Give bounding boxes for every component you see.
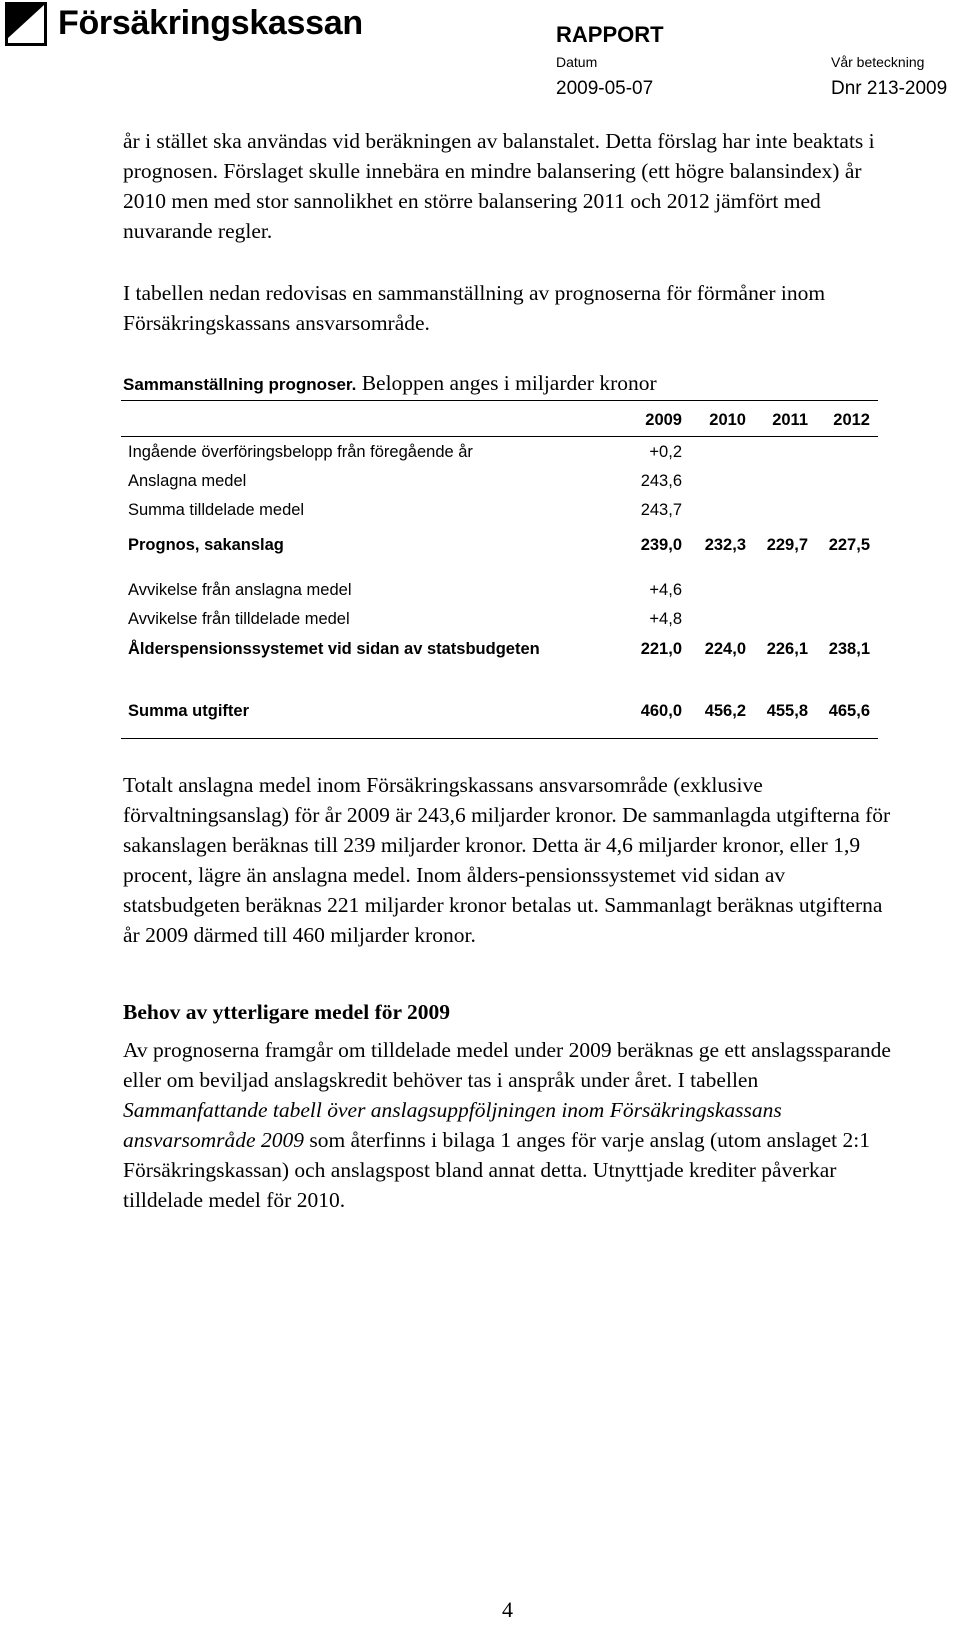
cell: 238,1 <box>828 640 870 658</box>
cell: 465,6 <box>828 702 870 720</box>
row-label: Avvikelse från tilldelade medel <box>128 610 350 628</box>
table-row <box>128 536 878 560</box>
table-row <box>128 581 878 605</box>
row-label: Summa tilldelade medel <box>128 501 305 519</box>
table-header-row <box>128 411 878 435</box>
cell: 224,0 <box>704 640 746 658</box>
cell: +4,6 <box>649 581 682 599</box>
row-label: Prognos, sakanslag <box>128 536 284 554</box>
cell: 229,7 <box>766 536 808 554</box>
cell: 239,0 <box>640 536 682 554</box>
row-label: Summa utgifter <box>128 702 250 720</box>
table-caption-bold: Sammanställning prognoser. <box>123 375 357 394</box>
cell: 232,3 <box>704 536 746 554</box>
year-header: 2010 <box>709 411 746 429</box>
year-header: 2012 <box>833 411 870 429</box>
table-row <box>128 610 878 634</box>
paragraph-summary <box>123 770 893 950</box>
table-row <box>128 472 878 496</box>
reference-label: Vår beteckning <box>831 54 925 70</box>
cell: 221,0 <box>640 640 682 658</box>
cell: 243,6 <box>640 472 682 490</box>
date-value: 2009-05-07 <box>556 78 654 99</box>
page-number: 4 <box>502 1597 513 1622</box>
paragraph-text-part: som återfinns i bilaga 1 anges för varje anslag (utom anslaget 2:1 Försäkringskassan) och anslagspost bland annat detta. Utnyttjade krediter påverkar tilldelade medel för 2010. <box>123 1128 870 1212</box>
paragraph-balansering <box>123 126 893 246</box>
logo-icon <box>5 2 47 46</box>
year-header: 2009 <box>645 411 682 429</box>
table-header-rule <box>121 436 878 437</box>
row-label: Avvikelse från anslagna medel <box>128 581 352 599</box>
cell: 243,7 <box>640 501 682 519</box>
paragraph-text <box>123 1035 893 1215</box>
report-title: RAPPORT <box>556 22 664 47</box>
table-row <box>128 443 878 467</box>
date-label: Datum <box>556 54 598 70</box>
paragraph-behov <box>123 1035 893 1215</box>
table-bottom-rule <box>121 738 878 739</box>
table-caption <box>123 371 883 396</box>
cell: +0,2 <box>649 443 682 461</box>
paragraph-text: I tabellen nedan redovisas en sammanställning av prognoserna för förmåner inom Försäkringskassans ansvarsområde. <box>123 281 826 335</box>
table-top-rule <box>121 400 878 401</box>
cell: 227,5 <box>828 536 870 554</box>
paragraph-text: år i stället ska användas vid beräkningen av balanstalet. Detta förslag har inte beaktats i prognosen. Förslaget skulle innebära en mindre balansering (ett högre balansindex) år 2010 men med stor sannolikhet en större balansering 2011 och 2012 jämfört med nuvarande regler. <box>123 129 875 243</box>
cell: 455,8 <box>766 702 808 720</box>
row-label: Ingående överföringsbelopp från föregående år <box>128 443 473 461</box>
cell: 456,2 <box>704 702 746 720</box>
year-header: 2011 <box>772 411 808 429</box>
cell: 226,1 <box>766 640 808 658</box>
section-heading: Behov av ytterligare medel för 2009 <box>123 1000 451 1024</box>
row-label: Anslagna medel <box>128 472 247 490</box>
row-label: Ålderspensionssystemet vid sidan av statsbudgeten <box>128 640 540 658</box>
table-reference-italic: Sammanfattande tabell över anslagsuppföljningen inom Försäkringskassans ansvarsområde 2009 <box>123 1098 782 1152</box>
paragraph-text: Totalt anslagna medel inom Försäkringskassans ansvarsområde (exklusive förvaltningsanslag) för år 2009 är 243,6 miljarder kronor. De sammanlagda utgifterna för sakanslagen beräknas till 239 miljarder kronor. Detta är 4,6 miljarder kronor, eller 1,9 procent, lägre än anslagna medel. Inom ålders-pensionssystemet vid sidan av statsbudgeten beräknas 221 miljarder kronor betalas ut. Sammanlagt beräknas utgifterna år 2009 därmed till 460 miljarder kronor. <box>123 773 891 947</box>
table-row <box>128 640 878 664</box>
logo-text: Försäkringskassan <box>58 4 363 42</box>
table-caption-rest: Beloppen anges i miljarder kronor <box>356 371 657 395</box>
paragraph-text-part: Av prognoserna framgår om tilldelade medel under 2009 beräknas ge ett anslagssparande eller om beviljad anslagskredit behöver tas i anspråk under året. I tabellen <box>123 1038 891 1092</box>
table-row <box>128 702 878 726</box>
paragraph-table-intro <box>123 278 893 338</box>
cell: +4,8 <box>649 610 682 628</box>
reference-value: Dnr 213-2009 <box>831 78 948 99</box>
table-row <box>128 501 878 525</box>
cell: 460,0 <box>640 702 682 720</box>
